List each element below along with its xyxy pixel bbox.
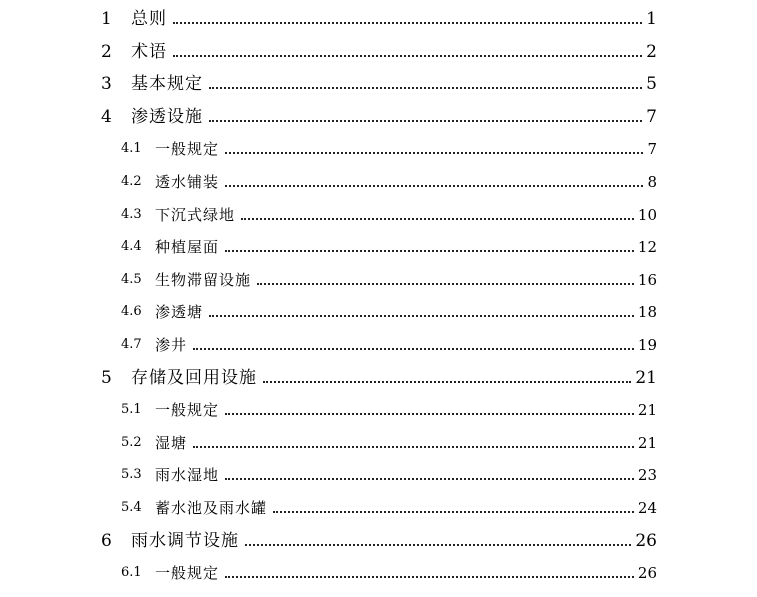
toc-entry-title: 下沉式绿地 — [155, 205, 236, 224]
toc-entry-number: 4 — [101, 106, 112, 127]
toc-entry[interactable] — [0, 5, 757, 33]
toc-entry-title: 一般规定 — [155, 564, 220, 583]
toc-dot-leader — [209, 315, 634, 317]
toc-entry-title: 种植屋面 — [155, 238, 220, 257]
toc-dot-leader — [241, 218, 634, 220]
toc-dot-leader — [225, 478, 634, 480]
toc-entry-number: 4.3 — [121, 206, 142, 222]
toc-entry-number: 5.4 — [121, 500, 142, 515]
toc-entry-page: 2 — [646, 41, 657, 62]
toc-dot-leader — [173, 55, 642, 57]
toc-dot-leader — [193, 348, 634, 350]
toc-entry[interactable] — [0, 103, 757, 131]
toc-entry[interactable] — [0, 168, 757, 196]
toc-entry-page: 26 — [635, 530, 657, 551]
toc-dot-leader — [225, 576, 634, 578]
toc-entry-page: 16 — [637, 270, 657, 289]
toc-entry-title: 雨水湿地 — [155, 466, 220, 485]
toc-entry[interactable] — [0, 298, 757, 326]
toc-entry[interactable] — [0, 364, 757, 392]
toc-entry[interactable] — [0, 331, 757, 359]
toc-entry[interactable] — [0, 233, 757, 261]
toc-entry-number: 4.7 — [121, 337, 142, 352]
toc-entry[interactable] — [0, 527, 757, 555]
toc-dot-leader — [273, 511, 634, 513]
toc-dot-leader — [257, 283, 634, 285]
toc-entry-number: 4.6 — [121, 304, 142, 320]
toc-entry-title: 渗井 — [155, 336, 188, 354]
toc-entry[interactable] — [0, 70, 757, 98]
toc-entry-title: 存储及回用设施 — [131, 367, 257, 388]
toc-entry-number: 5 — [101, 367, 112, 388]
toc-entry-title: 透水铺装 — [155, 173, 220, 191]
toc-entry-number: 6.1 — [121, 565, 142, 581]
toc-entry-number: 4.1 — [121, 141, 142, 157]
toc-entry-title: 一般规定 — [155, 140, 220, 159]
toc-entry[interactable] — [0, 396, 757, 424]
toc-entry-number: 4.4 — [121, 239, 142, 255]
toc-entry-page: 7 — [646, 106, 657, 127]
toc-entry-page: 5 — [646, 74, 657, 95]
toc-entry-number: 5.2 — [121, 434, 142, 450]
toc-dot-leader — [173, 22, 642, 24]
toc-dot-leader — [245, 544, 631, 546]
toc-dot-leader — [225, 152, 643, 154]
toc-dot-leader — [193, 446, 634, 448]
toc-entry[interactable] — [0, 135, 757, 163]
toc-entry-page: 23 — [637, 466, 657, 485]
toc-entry-number: 4.2 — [121, 174, 142, 189]
toc-entry-page: 21 — [635, 367, 657, 388]
toc-entry-page: 12 — [637, 238, 657, 257]
toc-entry-title: 一般规定 — [155, 401, 220, 420]
toc-entry-page: 1 — [646, 9, 657, 29]
toc-entry-page: 7 — [647, 140, 657, 159]
toc-entry-title: 总则 — [131, 9, 167, 29]
toc-entry-number: 4.5 — [121, 271, 142, 287]
toc-entry[interactable] — [0, 201, 757, 229]
toc-entry-number: 6 — [101, 530, 112, 551]
toc-entry-page: 8 — [647, 173, 657, 191]
toc-dot-leader — [225, 250, 634, 252]
toc-entry[interactable] — [0, 429, 757, 457]
toc-entry-page: 10 — [637, 205, 657, 224]
toc-entry[interactable] — [0, 266, 757, 294]
toc-entry-page: 18 — [637, 303, 657, 322]
toc-entry-title: 基本规定 — [131, 74, 203, 95]
toc-entry-page: 24 — [637, 499, 657, 517]
toc-entry-title: 湿塘 — [155, 433, 188, 452]
toc-entry-title: 渗透塘 — [155, 303, 204, 322]
toc-entry-number: 2 — [101, 41, 112, 62]
toc-entry-page: 21 — [637, 433, 657, 452]
toc-entry-page: 21 — [637, 401, 657, 420]
toc-entry-page: 19 — [637, 336, 657, 354]
toc-entry-title: 雨水调节设施 — [131, 530, 239, 551]
toc-entry-number: 3 — [101, 74, 112, 95]
toc-dot-leader — [209, 87, 642, 89]
toc-entry-page: 26 — [637, 564, 657, 583]
toc-entry[interactable] — [0, 559, 757, 587]
toc-dot-leader — [209, 120, 642, 122]
toc-entry-number: 5.3 — [121, 467, 142, 483]
toc-entry-title: 蓄水池及雨水罐 — [155, 499, 268, 517]
toc-entry-title: 渗透设施 — [131, 106, 203, 127]
toc-entry-title: 生物滞留设施 — [155, 270, 252, 289]
toc-entry[interactable] — [0, 38, 757, 66]
toc-entry[interactable] — [0, 461, 757, 489]
toc-entry-number: 5.1 — [121, 402, 142, 418]
toc-entry[interactable] — [0, 494, 757, 522]
toc-dot-leader — [225, 185, 643, 187]
toc-dot-leader — [225, 413, 634, 415]
toc-dot-leader — [263, 381, 631, 383]
toc-entry-number: 1 — [101, 9, 112, 29]
toc-entry-title: 术语 — [131, 41, 167, 62]
